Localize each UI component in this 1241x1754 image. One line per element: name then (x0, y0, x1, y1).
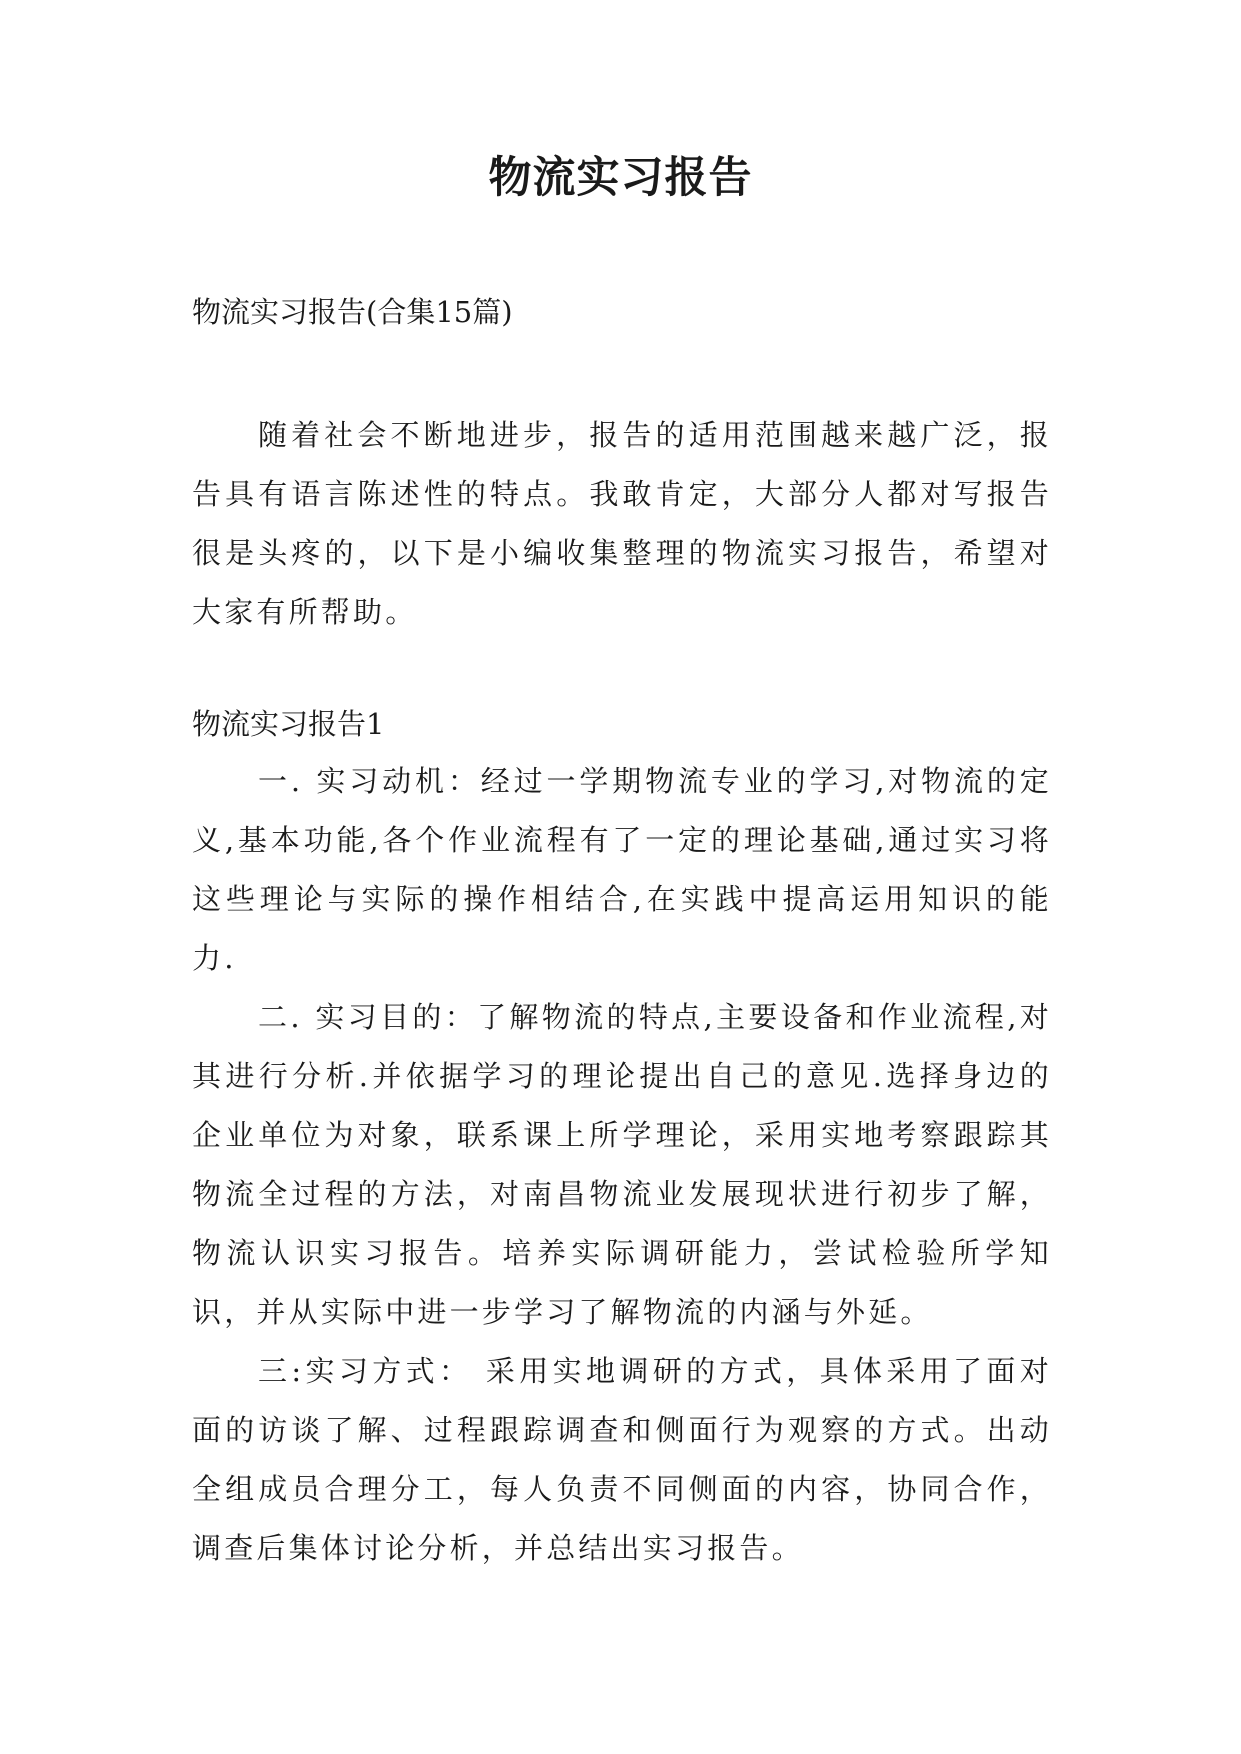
document-subtitle: 物流实习报告(合集15篇) (192, 295, 513, 329)
paragraph-method: 三:实习方式： 采用实地调研的方式，具体采用了面对面的访谈了解、过程跟踪调查和侧面行为观察的方式。出动全组成员合理分工，每人负责不同侧面的内容，协同合作，调查后集体讨论分析，并总结出实习报告。 (192, 1354, 1052, 1565)
document-title: 物流实习报告 (488, 153, 753, 203)
paragraph-purpose: 二. 实习目的：了解物流的特点,主要设备和作业流程,对其进行分析.并依据学习的理论提出自己的意见.选择身边的企业单位为对象，联系课上所学理论，采用实地考察跟踪其物流全过程的方法，对南昌物流业发展现状进行初步了解，物流认识实习报告。培养实际调研能力，尝试检验所学知识，并从实际中进一步学习了解物流的内涵与外延。 (192, 1000, 1052, 1329)
paragraph-motivation: 一. 实习动机：经过一学期物流专业的学习,对物流的定义,基本功能,各个作业流程有了一定的理论基础,通过实习将这些理论与实际的操作相结合,在实践中提高运用知识的能力. (192, 764, 1052, 975)
intro-paragraph: 随着社会不断地进步，报告的适用范围越来越广泛，报告具有语言陈述性的特点。我敢肯定，大部分人都对写报告很是头疼的，以下是小编收集整理的物流实习报告，希望对大家有所帮助。 (192, 418, 1052, 629)
section-body (192, 752, 1052, 1578)
section-heading: 物流实习报告1 (192, 707, 385, 741)
